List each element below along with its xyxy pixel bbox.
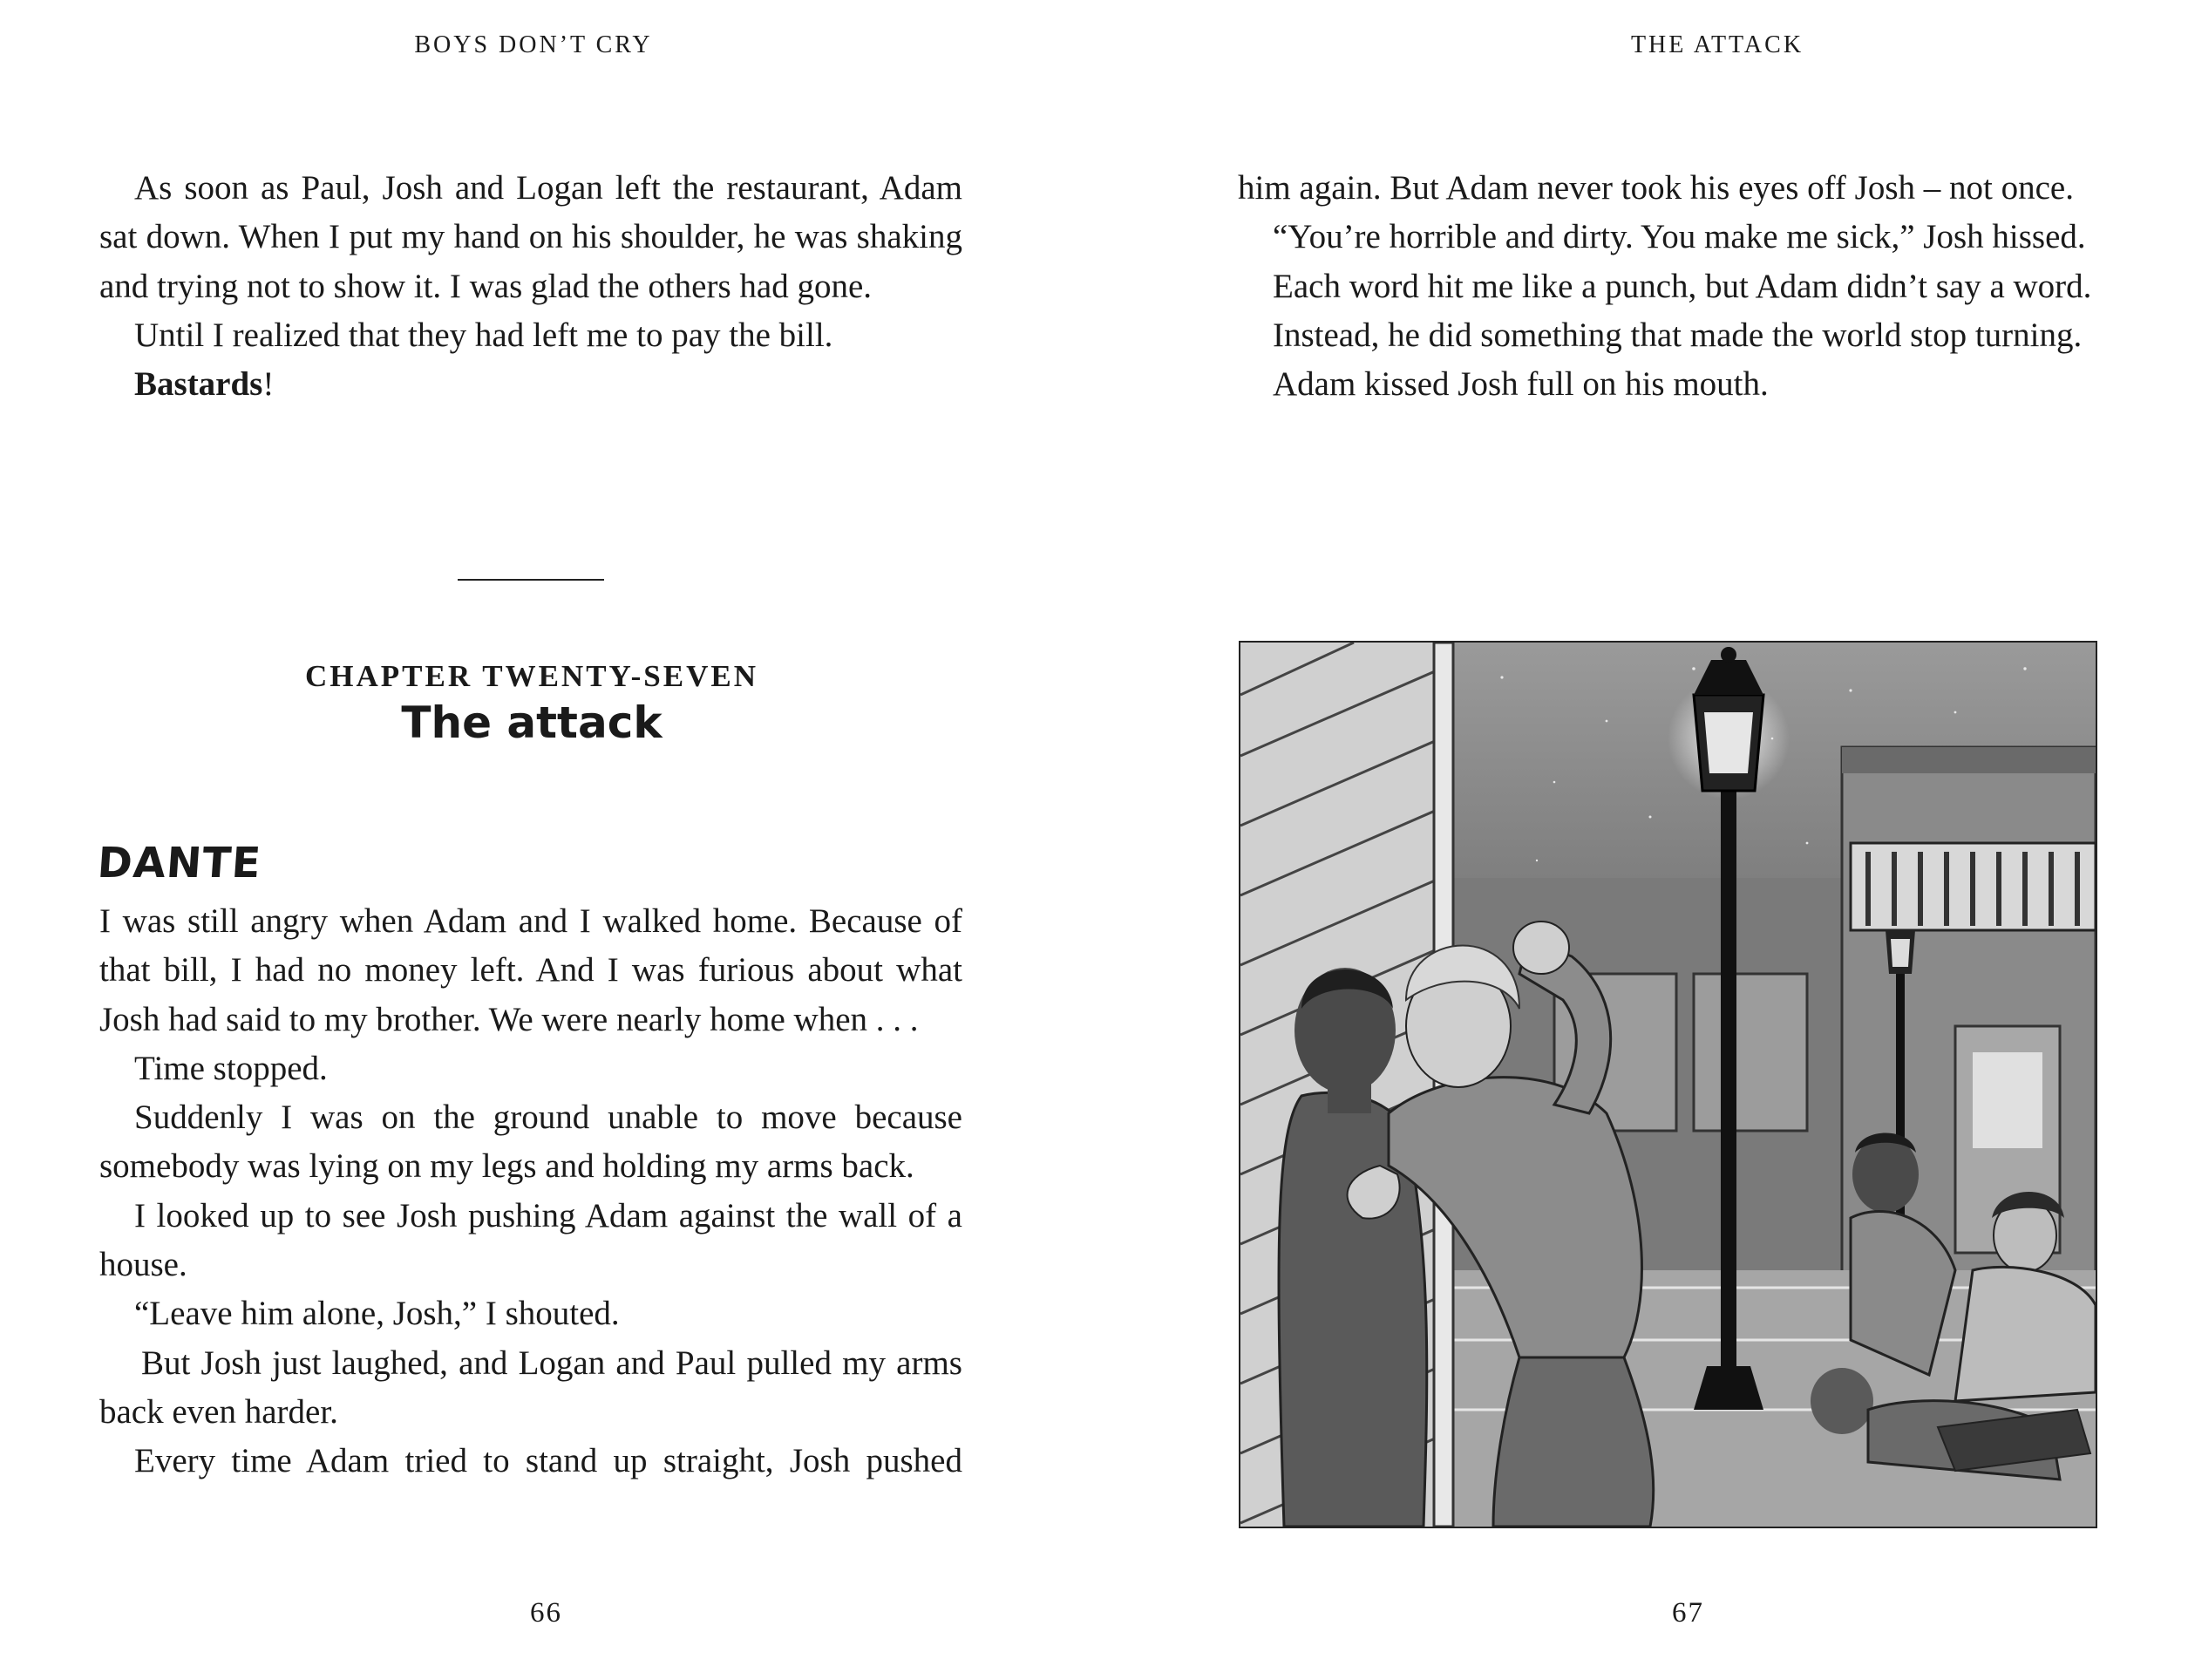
shop-awning	[1851, 843, 2096, 930]
right-text	[1238, 164, 2103, 409]
section-divider	[458, 579, 604, 581]
paragraph: Until I realized that they had left me to pay the bill.	[134, 316, 833, 354]
paragraph: Every time Adam tried to stand up straight, Josh pushed	[134, 1442, 962, 1480]
paragraph: him again. But Adam never took his eyes off Josh – not once.	[1238, 169, 2074, 207]
paragraph: But Josh just laughed, and Logan and Paul pulled my arms back even harder.	[99, 1343, 962, 1431]
paragraph: I was still angry when Adam and I walked home. Because of that bill, I had no money left. And I was furious about what Josh had said to my brother. We were nearly home when . . .	[99, 902, 962, 1038]
paragraph-bastards	[99, 360, 962, 409]
paragraph: Suddenly I was on the ground unable to move because somebody was lying on my legs and holding my arms back.	[99, 1098, 962, 1186]
paragraph: Each word hit me like a punch, but Adam didn’t say a word.	[1273, 267, 2092, 305]
paragraph: Instead, he did something that made the world stop turning.	[1273, 316, 2083, 354]
paragraph: Time stopped.	[134, 1049, 328, 1087]
paragraph: Adam kissed Josh full on his mouth.	[1273, 365, 1769, 404]
running-head-left: BOYS DON’T CRY	[414, 31, 653, 58]
page-number-left: 66	[530, 1597, 562, 1629]
chapter-title: The attack	[401, 697, 663, 748]
shop-window	[1694, 974, 1807, 1131]
paragraph: “You’re horrible and dirty. You make me sick,” Josh hissed.	[1273, 218, 2086, 256]
paragraph: “Leave him alone, Josh,” I shouted.	[134, 1295, 620, 1333]
page-number-right: 67	[1672, 1597, 1704, 1629]
running-head-right: THE ATTACK	[1630, 31, 1804, 58]
paragraph: I looked up to see Josh pushing Adam against the wall of a house.	[99, 1196, 962, 1284]
street-scene-drawing	[1240, 643, 2096, 1527]
left-text-top	[99, 164, 962, 409]
left-text-bottom	[99, 897, 962, 1486]
chapter-number: CHAPTER TWENTY-SEVEN	[305, 659, 758, 693]
bastards-punct: !	[262, 365, 275, 404]
speaker-heading: DANTE	[96, 839, 263, 888]
chapter-illustration	[1239, 641, 2097, 1528]
bastards-word: Bastards	[134, 365, 263, 404]
paragraph: As soon as Paul, Josh and Logan left the restaurant, Adam sat down. When I put my hand on his shoulder, he was shaking and trying not to show it. I was glad the others had gone.	[99, 169, 962, 305]
